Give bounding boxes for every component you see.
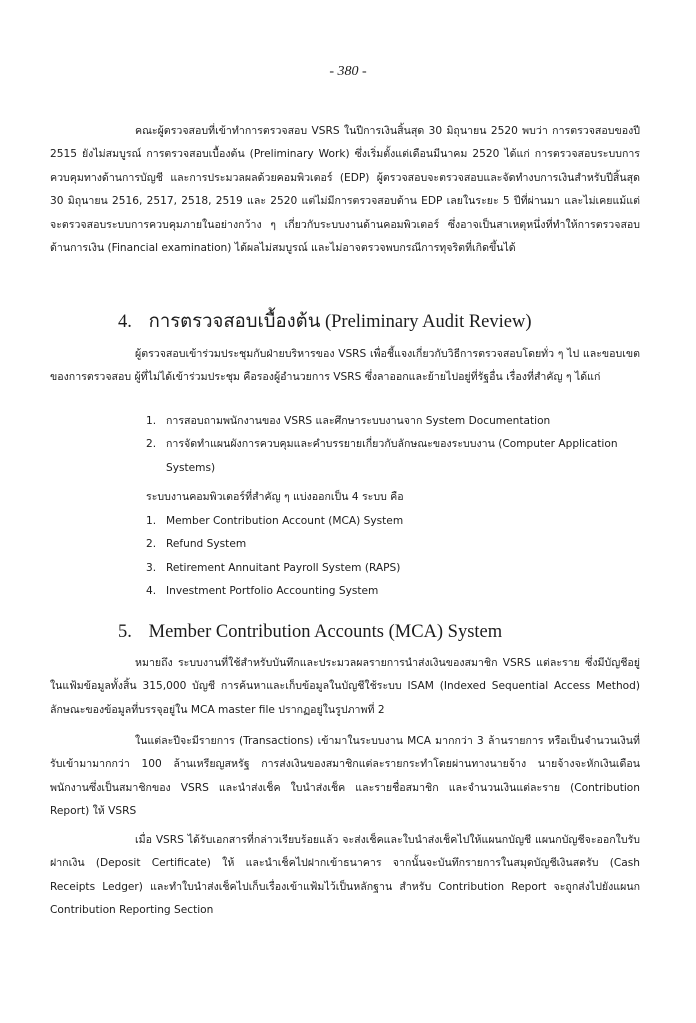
section-4-intro: ผู้ตรวจสอบเข้าร่วมประชุมกับฝ่ายบริหารของ VSRS เพื่อชี้แจงเกี่ยวกับวิธีการตรวจสอบโดยทั่ว ๆ ไป และขอบเขตของการตรวจสอบ ผู้ที่ไม่ได้เข้าร่วมประชุม คือรองผู้อำนวยการ VSRS ซึ่งลาออกและย้ายไปอยู่ที่รัฐอื่น เรื่องที่สำคัญ ๆ ได้แก่ [50,348,640,384]
page-number: - 380 - [329,64,367,79]
list-number: 1. [146,415,157,427]
paragraph-edp-audit: คณะผู้ตรวจสอบที่เข้าทำการตรวจสอบ VSRS ในปีการเงินสิ้นสุด 30 มิถุนายน 2520 พบว่า การตรวจสอบของปี 2515 ยังไม่สมบูรณ์ การตรวจสอบเบื้องต้น (Preliminary Work) ซึ่งเริ่มตั้งแต่เดือนมีนาคม 2520 ได้แก่ การตรวจสอบระบบการควบคุมทางด้านการบัญชี และการประมวลผลด้วยคอมพิวเตอร์ (EDP) ผู้ตรวจสอบจะตรวจสอบและจัดทำงบการเงินสำหรับปีสิ้นสุด 30 มิถุนายน 2516, 2517, 2518, 2519 และ 2520 แต่ไม่มีการตรวจสอบด้าน EDP เลยในระยะ 5 ปีที่ผ่านมา และไม่เคยแม้แต่จะตรวจสอบระบบการควบคุมภายในอย่างกว้าง ๆ เกี่ยวกับระบบงานด้านคอมพิวเตอร์ ซึ่งอาจเป็นสาเหตุหนึ่งที่ทำให้การตรวจสอบด้านการเงิน (Financial examination) ได้ผลไม่สมบูรณ์ และไม่อาจตรวจพบกรณีการทุจริตที่เกิดขึ้นได้ [50,125,640,255]
section-5-heading [118,620,638,644]
section-4-heading [118,310,638,334]
list-item [146,433,642,480]
list-text: Member Contribution Account (MCA) System [166,515,404,527]
list-number: 1. [146,515,157,527]
list-number: 4. [146,585,157,598]
list-text: Refund System [166,538,247,551]
list-item [146,557,642,580]
list-text: Retirement Annuitant Payroll System (RAPS) [166,561,401,574]
list-number: 3. [146,561,157,574]
systems-lead: ระบบงานคอมพิวเตอร์ที่สำคัญ ๆ แบ่งออกเป็น 4 ระบบ คือ [146,491,404,503]
systems-list [146,510,642,604]
list-item [146,533,642,556]
list-number: 2. [146,438,157,451]
list-text: การสอบถามพนักงานของ VSRS และศึกษาระบบงานจาก System Documentation [166,415,551,427]
audit-steps-list [146,410,642,480]
list-text: การจัดทำแผนผังการควบคุมและคำบรรยายเกี่ยวกับลักษณะของระบบงาน (Computer Application Systems) [166,438,618,474]
section-5-paragraph-1: หมายถึง ระบบงานที่ใช้สำหรับบันทึกและประมวลผลรายการนำส่งเงินของสมาชิก VSRS แต่ละราย ซึ่งมีบัญชีอยู่ในแฟ้มข้อมูลทั้งสิ้น 315,000 บัญชี การค้นหาและเก็บข้อมูลในบัญชีใช้ระบบ ISAM (Indexed Sequential Access Method) ลักษณะของข้อมูลที่บรรจุอยู่ใน MCA master file ปรากฏอยู่ในรูปภาพที่ 2 [50,657,640,716]
section-5-number: 5. [118,622,132,642]
section-5-title: Member Contribution Accounts (MCA) System [148,622,503,642]
section-5-paragraph-3: เมื่อ VSRS ได้รับเอกสารที่กล่าวเรียบร้อยแล้ว จะส่งเช็คและใบนำส่งเช็คไปให้แผนกบัญชี แผนกบัญชีจะออกใบรับฝากเงิน (Deposit Certificate) ให้ และนำเช็คไปฝากเข้าธนาคาร จากนั้นจะบันทึกรายการในสมุดบัญชีเงินสดรับ (Cash Receipts Ledger) และทำใบนำส่งเช็คไปเก็บเรื่องเข้าแฟ้มไว้เป็นหลักฐาน สำหรับ Contribution Report จะถูกส่งไปยังแผนก Contribution Reporting Section [50,834,640,917]
list-text: Investment Portfolio Accounting System [166,585,379,598]
section-5-paragraph-2: ในแต่ละปีจะมีรายการ (Transactions) เข้ามาในระบบงาน MCA มากกว่า 3 ล้านรายการ หรือเป็นจำนวนเงินที่รับเข้ามามากกว่า 100 ล้านเหรียญสหรัฐ การส่งเงินของสมาชิกแต่ละรายกระทำโดยผ่านทางนายจ้าง นายจ้างจะหักเงินเดือนพนักงานซึ่งเป็นสมาชิกของ VSRS และนำส่งเช็ค ใบนำส่งเช็ค และรายชื่อสมาชิก และจำนวนเงินแต่ละราย (Contribution Report) ให้ VSRS [50,735,640,818]
list-item [146,580,642,603]
list-number: 2. [146,538,157,551]
section-4-title: การตรวจสอบเบื้องต้น (Preliminary Audit Review) [148,312,532,332]
section-4-number: 4. [118,312,132,332]
list-item [146,410,642,433]
list-item [146,510,642,533]
